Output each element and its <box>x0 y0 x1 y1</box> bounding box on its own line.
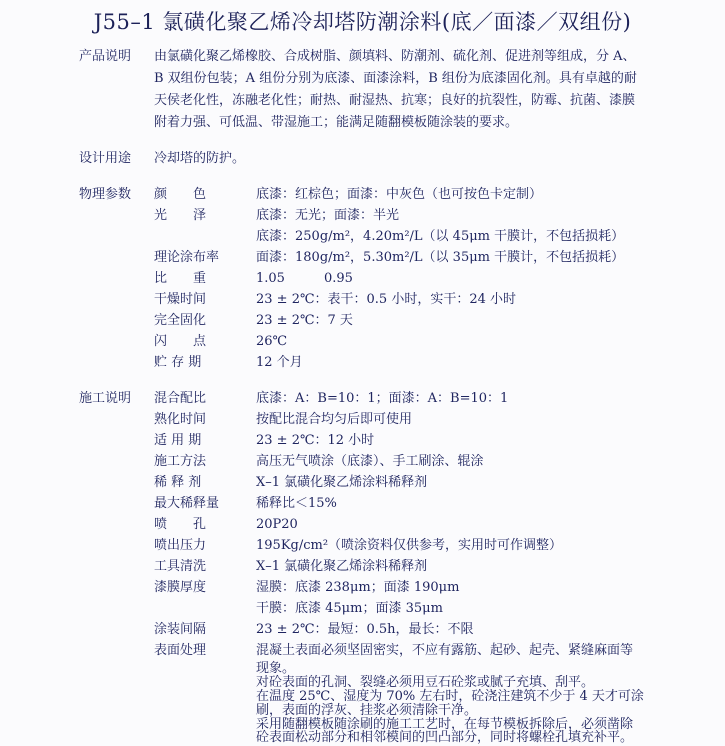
construction-value-mix: 底漆：A：B=10：1；面漆：A：B=10：1 <box>256 391 509 406</box>
physical-label-gloss: 光 泽 <box>154 208 207 223</box>
construction-label-film: 漆膜厚度 <box>154 580 207 595</box>
product-line-1: 由氯磺化聚乙烯橡胶、合成树脂、颜填料、防潮剂、硫化剂、促进剂等组成，分 A、 <box>154 49 636 64</box>
document-title: J55–1 氯磺化聚乙烯冷却塔防潮涂料(底／面漆／双组份) <box>93 10 632 34</box>
construction-value-max-thinning: 稀释比＜15% <box>256 496 337 511</box>
construction-value-surface: 混凝土表面必须坚固密实，不应有露筋、起砂、起壳、紧缝麻面等 <box>256 643 634 658</box>
physical-label-drying: 干燥时间 <box>154 292 207 307</box>
physical-value-flash: 26℃ <box>256 334 288 349</box>
surface-line-3: 对砼表面的孔洞、裂缝必须用豆石砼浆或腻子充填、刮平。 <box>256 675 595 690</box>
design-heading: 设计用途 <box>79 151 132 166</box>
physical-value-coverage-topcoat: 面漆：180g/m²，5.30m²/L（以 35μm 干膜计，不包括损耗） <box>256 250 625 265</box>
construction-value-potlife: 23 ± 2℃：12 小时 <box>256 433 375 448</box>
construction-label-surface: 表面处理 <box>154 643 207 658</box>
physical-label-coverage: 理论涂布率 <box>154 250 220 265</box>
product-line-3: 天侯老化性，冻融老化性；耐热、耐湿热、抗寒；良好的抗裂性，防霉、抗菌、漆膜 <box>154 93 636 108</box>
construction-label-max-thinning: 最大稀释量 <box>154 496 220 511</box>
physical-label-cure: 完全固化 <box>154 313 207 328</box>
physical-value-drying: 23 ± 2℃：表干：0.5 小时，实干：24 小时 <box>256 292 516 307</box>
construction-label-cleaning: 工具清洗 <box>154 559 207 574</box>
physical-label-storage: 贮 存 期 <box>154 355 202 370</box>
construction-value-induction: 按配比混合均匀后即可使用 <box>256 412 413 427</box>
physical-label-flash: 闪 点 <box>154 334 207 349</box>
construction-value-interval: 23 ± 2℃：最短：0.5h，最长：不限 <box>256 622 474 637</box>
product-heading: 产品说明 <box>79 49 132 64</box>
construction-value-film-dry: 干膜：底漆 45μm；面漆 35μm <box>256 601 443 616</box>
surface-line-7: 砼表面松动部分和相邻模间的凹凸部分，同时将螺栓孔填充补平。 <box>256 730 634 745</box>
construction-label-nozzle: 喷 孔 <box>154 517 207 532</box>
construction-value-nozzle: 20P20 <box>256 517 298 532</box>
construction-label-thinner: 稀 释 剂 <box>154 475 202 490</box>
construction-value-thinner: X–1 氯磺化聚乙烯涂料稀释剂 <box>256 475 428 490</box>
construction-label-interval: 涂装间隔 <box>154 622 207 637</box>
product-line-2: B 双组份包装；A 组份分别为底漆、面漆涂料，B 组份为底漆固化剂。具有卓越的耐 <box>154 71 637 86</box>
surface-line-2: 现象。 <box>256 661 296 676</box>
physical-value-gloss: 底漆：无光；面漆：半光 <box>256 208 400 223</box>
construction-heading: 施工说明 <box>79 391 132 406</box>
physical-label-color: 颜 色 <box>154 187 207 202</box>
physical-heading: 物理参数 <box>79 187 132 202</box>
physical-value-coverage-primer: 底漆：250g/m²，4.20m²/L（以 45μm 干膜计，不包括损耗） <box>256 229 625 244</box>
construction-label-induction: 熟化时间 <box>154 412 207 427</box>
product-line-4: 附着力强、可低温、带湿施工；能满足随翻模板随涂装的要求。 <box>154 115 519 130</box>
construction-value-film-wet: 湿膜：底漆 238μm；面漆 190μm <box>256 580 460 595</box>
surface-line-4: 在温度 25℃、湿度为 70% 左右时，砼浇注建筑不少于 4 天才可涂 <box>256 689 644 704</box>
surface-line-6: 采用随翻模板随涂刷的施工工艺时，在每节模板拆除后，必须凿除 <box>256 717 634 732</box>
construction-value-pressure: 195Kg/cm²（喷涂资料仅供参考，实用时可作调整） <box>256 538 563 553</box>
physical-value-color: 底漆：红棕色；面漆：中灰色（也可按色卡定制） <box>256 187 543 202</box>
physical-label-density: 比 重 <box>154 271 207 286</box>
construction-label-potlife: 适 用 期 <box>154 433 202 448</box>
construction-value-cleaning: X–1 氯磺化聚乙烯涂料稀释剂 <box>256 559 428 574</box>
construction-value-method: 高压无气喷涂（底漆）、手工刷涂、辊涂 <box>256 454 484 469</box>
construction-label-pressure: 喷出压力 <box>154 538 207 553</box>
construction-label-method: 施工方法 <box>154 454 207 469</box>
physical-value-density: 1.05 0.95 <box>256 271 353 286</box>
design-value: 冷却塔的防护。 <box>154 151 246 166</box>
physical-value-cure: 23 ± 2℃：7 天 <box>256 313 353 328</box>
surface-line-5: 刷，表面的浮灰、挂浆必须清除干净。 <box>256 703 478 718</box>
construction-label-mix: 混合配比 <box>154 391 207 406</box>
physical-value-storage: 12 个月 <box>256 355 303 370</box>
